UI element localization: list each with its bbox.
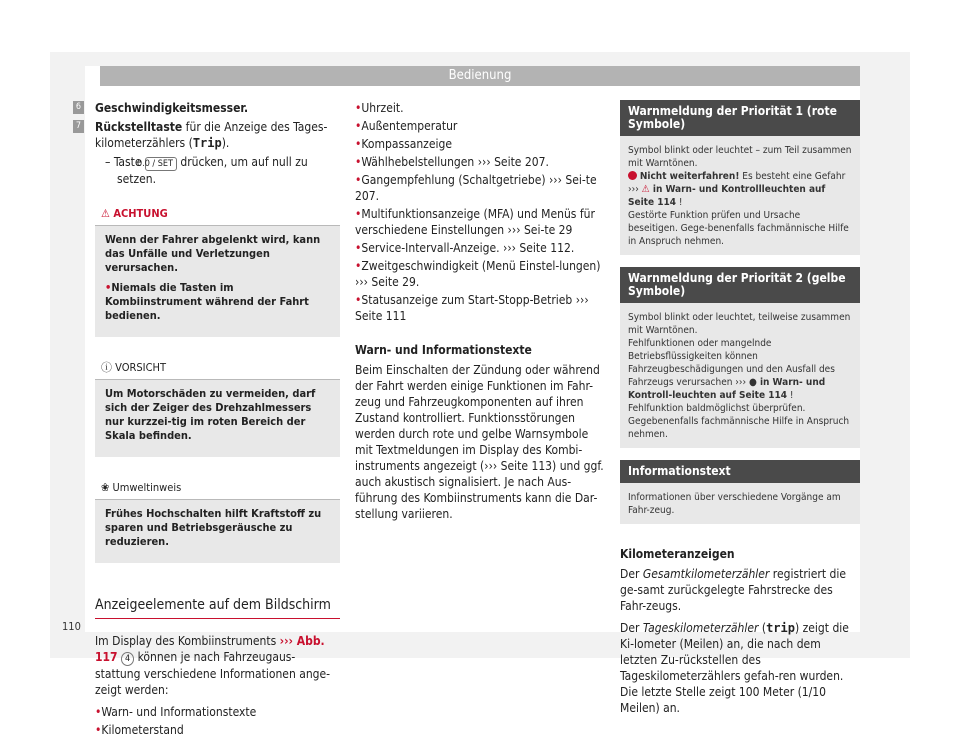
intro-text: können je nach Fahrzeugaus-stattung verschiedene Informationen ange-zeigt werden:	[95, 650, 331, 697]
warning-text: Wenn der Fahrer abgelenkt wird, kann das Unfälle und Verletzungen verursachen.	[105, 233, 321, 274]
list-item: • Statusanzeige zum Start-Stopp-Betrieb ››› Seite 111	[355, 292, 605, 324]
bullet-list	[355, 100, 605, 324]
item-text: ).	[221, 136, 230, 150]
priority1-box	[620, 100, 860, 255]
page-number: 110	[62, 620, 81, 633]
list-item: • Multifunktionsanzeige (MFA) und Menüs für verschiedene Einstellungen ››› Sei-te 29	[355, 206, 605, 238]
item-text: Geschwindigkeitsmesser.	[95, 101, 249, 115]
caution-text: Um Motorschäden zu vermeiden, darf sich der Zeiger des Drehzahlmessers nur kurzzei-tig im roten Bereich der Skala befinden.	[105, 387, 316, 442]
box-title: Informationstext	[620, 460, 860, 483]
list-item	[75, 119, 340, 151]
page-header: Bedienung	[100, 66, 860, 86]
environment-text: Frühes Hochschalten hilft Kraftstoff zu sparen und Betriebsgeräusche zu reduzieren.	[105, 507, 322, 548]
warning-body	[95, 226, 340, 337]
warning-title: ACHTUNG	[113, 207, 168, 220]
caution-body	[95, 380, 340, 457]
item-text: für die Anzeige des Tages-kilometerzählers (	[95, 120, 328, 150]
list-item: • Wählhebelstellungen ››› Seite 207.	[355, 154, 605, 170]
box-body	[620, 483, 860, 524]
figure-reference-link[interactable]: ››› Abb. 117	[95, 634, 325, 664]
info-box	[620, 460, 860, 524]
warning-header	[95, 203, 340, 226]
box-text: Informationen über verschiedene Vorgänge am Fahr-zeug.	[628, 492, 841, 516]
body-paragraph: Der Gesamtkilometerzähler registriert die ge-samt zurückgelegte Fahrstrecke des Fahr-zeugs.	[620, 567, 847, 613]
environment-header	[95, 477, 340, 500]
environment-flower-icon: ❀	[101, 481, 110, 494]
key-label: 0.0 / SET	[145, 157, 177, 171]
box-text: Symbol blinkt oder leuchtet – zum Teil zusammen mit Warntönen.	[628, 145, 852, 169]
list-item: • Uhrzeit.	[355, 100, 605, 116]
warning-box	[95, 203, 340, 337]
list-item: • Warn- und Informationstexte	[95, 704, 340, 720]
item-number: 6	[73, 101, 84, 114]
stop-icon	[628, 171, 637, 180]
body-paragraph: Beim Einschalten der Zündung oder während der Fahrt werden einige Funktionen im Fahr-zeug und Fahrzeugkomponenten auf ihren Zustand kontrolliert. Funktionsstörungen werden durch rote und gelbe Warnsymbole mit Textmeldungen im Display des Kombi-instruments angezeigt (››› Seite 113) und ggf. auch akustisch signalisiert. Je nach Aus-führung des Kombiinstruments kann die Dar-stellung variieren.	[355, 363, 604, 521]
info-dot-icon: ●	[748, 377, 757, 388]
item-number: 7	[73, 120, 84, 133]
list-item: • Zweitgeschwindigkeit (Menü Einstel-lungen) ››› Seite 29.	[355, 258, 605, 290]
environment-title: Umweltinweis	[112, 481, 182, 494]
list-item: • Gangempfehlung (Schaltgetriebe) ››› Sei-te 207.	[355, 172, 605, 204]
list-item: • Kompassanzeige	[355, 136, 605, 152]
warning-triangle-icon: ⚠	[641, 184, 650, 195]
caution-circle-icon: ⓘ	[101, 361, 112, 374]
callout-number: 4	[121, 652, 134, 666]
intro-paragraph	[95, 633, 340, 698]
step-text: drücken, um auf null zu setzen.	[117, 155, 308, 186]
box-title: Warnmeldung der Priorität 1 (rote Symbole)	[620, 100, 860, 136]
environment-box	[95, 477, 340, 563]
body-paragraph: Der Tageskilometerzähler (trip) zeigt die Ki-lometer (Meilen) an, die nach dem letzten Zu-rückstellen des Tageskilometerzählers gefah-ren wurden. Die letzte Stelle zeigt 100 Meter (1/10 Meilen) an.	[620, 621, 849, 715]
subsection-heading: Kilometeranzeigen	[620, 547, 735, 561]
column-1	[75, 100, 340, 740]
list-item	[75, 100, 340, 116]
box-body	[620, 136, 860, 255]
box-text: Gestörte Funktion prüfen und Ursache beseitigen. Gege-benenfalls fachmännische Hilfe in Anspruch nehmen.	[628, 210, 849, 247]
warning-triangle-icon: ⚠	[101, 207, 110, 220]
box-body	[620, 303, 860, 448]
column-3	[620, 100, 860, 722]
box-text: Symbol blinkt oder leuchtet, teilweise zusammen mit Warntönen.	[628, 312, 851, 336]
list-item: • Außentemperatur	[355, 118, 605, 134]
box-title: Warnmeldung der Priorität 2 (gelbe Symbole)	[620, 267, 860, 303]
box-text: Nicht weiterfahren! Es besteht eine Gefahr ››› ⚠ in Warn- und Kontrollleuchten auf Seite 114 !	[628, 171, 846, 208]
subsection-heading: Warn- und Informationstexte	[355, 343, 532, 357]
intro-text: Im Display des Kombiinstruments	[95, 634, 277, 648]
priority2-box	[620, 267, 860, 448]
list-item: • Kilometerstand	[95, 722, 340, 738]
environment-body	[95, 500, 340, 563]
caution-title: VORSICHT	[115, 361, 166, 374]
section-title: Anzeigeelemente auf dem Bildschirm	[95, 597, 340, 619]
list-item: • Service-Intervall-Anzeige. ››› Seite 112.	[355, 240, 605, 256]
caution-box	[95, 357, 340, 457]
box-text: Fehlfunktion baldmöglichst überprüfen. Gegebenenfalls fachmännische Hilfe in Anspruch nehmen.	[628, 403, 850, 440]
item-code: Trip	[192, 136, 222, 150]
instruction-step	[95, 154, 340, 187]
bullet-list	[95, 704, 340, 738]
caution-header	[95, 357, 340, 380]
warning-bullet: • Niemals die Tasten im Kombiinstrument während der Fahrt bedienen.	[105, 281, 330, 323]
step-text: – Taste	[105, 155, 145, 169]
item-title: Rückstelltaste	[95, 120, 183, 134]
column-2	[355, 100, 605, 528]
box-text: Fehlfunktionen oder mangelnde Betriebsflüssigkeiten können Fahrzeugbeschädigungen und den Ausfall des Fahrzeugs verursachen ››› ● in Warn- und Kontroll-leuchten auf Seite 114 !	[628, 338, 835, 401]
